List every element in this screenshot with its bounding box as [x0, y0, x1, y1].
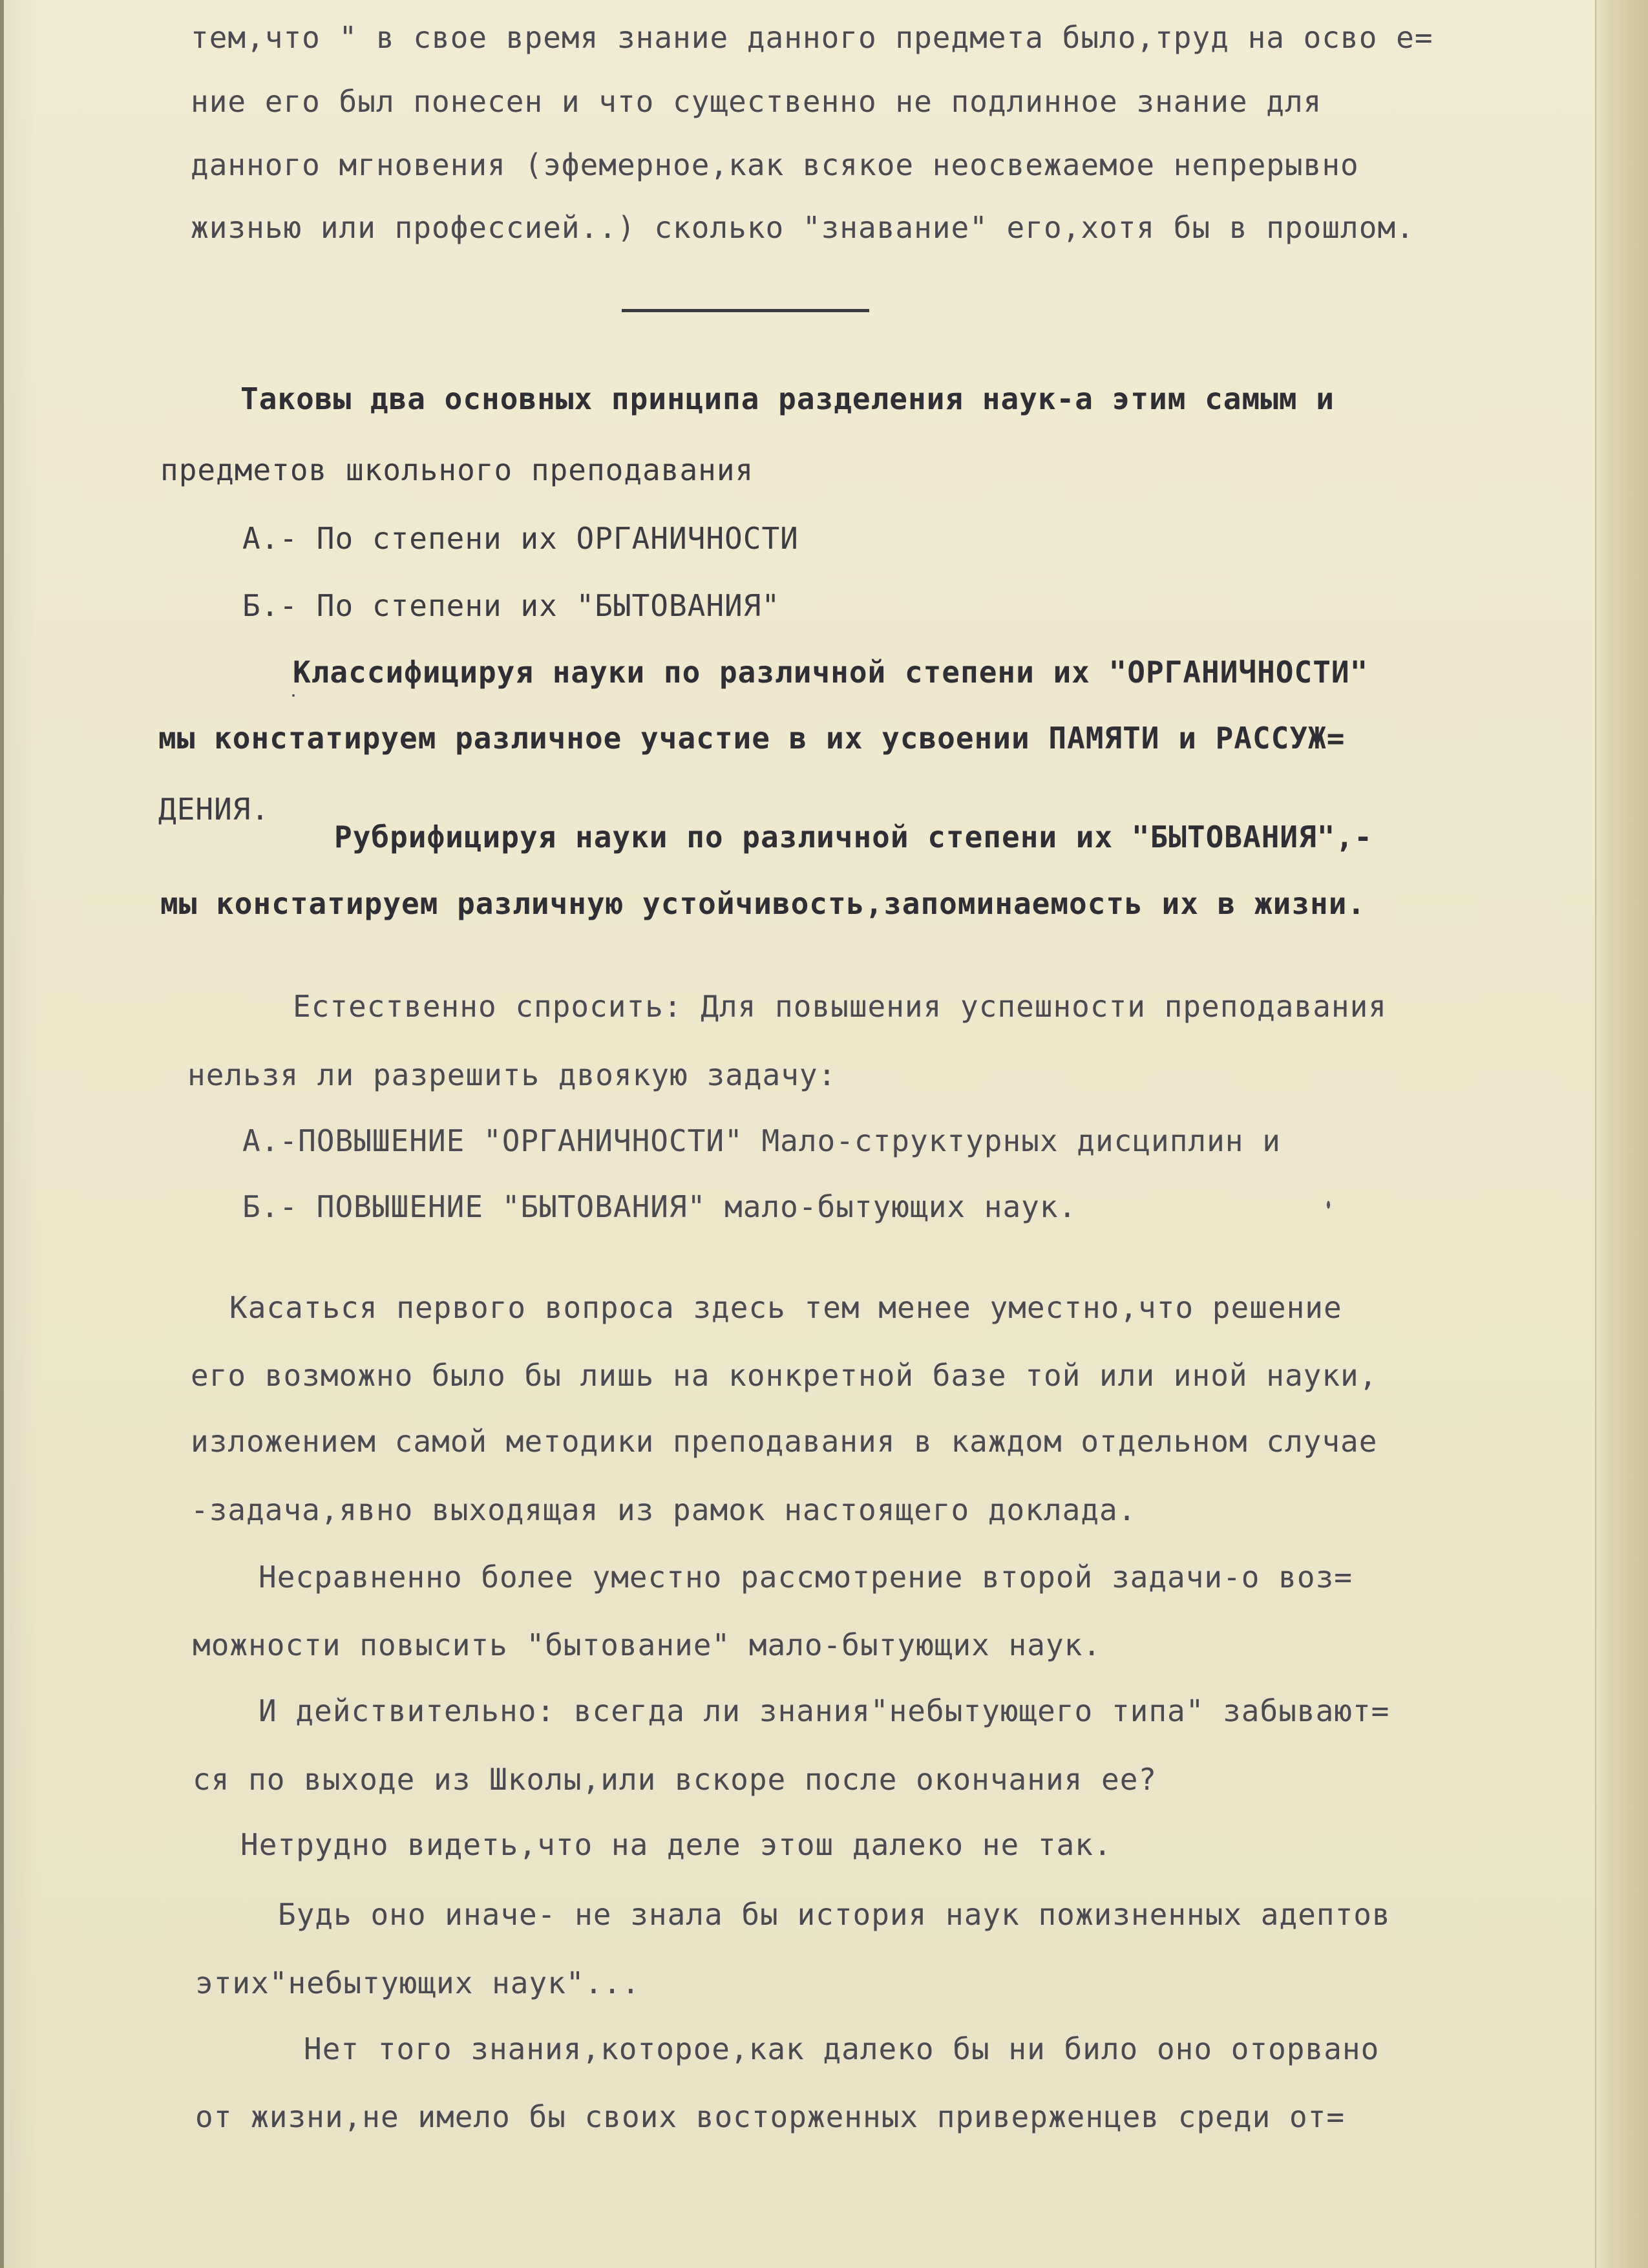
list-item: Б.- По степени их "БЫТОВАНИЯ" — [242, 588, 781, 623]
text-line: ся по выходе из Школы,или вскоре после окончания ее? — [193, 1762, 1157, 1797]
text-line: можности повысить "бытование" мало-бытующих наук. — [193, 1627, 1102, 1662]
page-right-edge — [1596, 0, 1648, 2268]
text-line: нельзя ли разрешить двоякую задачу: — [187, 1057, 837, 1092]
text-line: ние его был понесен и что существенно не подлинное знание для — [191, 84, 1322, 119]
text-line: Рубрифицируя науки по различной степени их "БЫТОВАНИЯ",- — [334, 820, 1373, 854]
text-line: Нетрудно видеть,что на деле этош далеко не так. — [240, 1827, 1112, 1862]
ink-speck — [292, 694, 295, 697]
text-line: данного мгновения (эфемерное,как всякое неосвежаемое непрерывно — [191, 147, 1359, 182]
text-line: И действительно: всегда ли знания"небытующего типа" забывают= — [259, 1693, 1390, 1728]
section-divider — [622, 309, 869, 312]
text-line: жизнью или профессией..) сколько "знавание" его,хотя бы в прошлом. — [191, 210, 1415, 245]
text-line: Касаться первого вопроса здесь тем менее уместно,что решение — [229, 1290, 1342, 1325]
text-line: предметов школьного преподавания — [160, 452, 754, 487]
text-line: Классифицируя науки по различной степени их "ОРГАНИЧНОСТИ" — [293, 655, 1369, 690]
text-line: от жизни,не имело бы своих восторженных приверженцев среди от= — [195, 2099, 1346, 2134]
text-line: ДЕНИЯ. — [158, 792, 270, 827]
list-item: А.-ПОВЫШЕНИЕ "ОРГАНИЧНОСТИ" Мало-структурных дисциплин и — [242, 1123, 1281, 1158]
page-left-shadow — [0, 0, 4, 2268]
text-line: Естественно спросить: Для повышения успешности преподавания — [293, 989, 1387, 1024]
text-line: Таковы два основных принципа разделения наук-а этим самым и — [240, 381, 1335, 416]
text-line: Будь оно иначе- не знала бы история наук пожизненных адептов — [278, 1897, 1391, 1932]
text-line: его возможно было бы лишь на конкретной базе той или иной науки, — [191, 1358, 1378, 1393]
text-line: Нет того знания,которое,как далеко бы ни било оно оторвано — [304, 2031, 1380, 2066]
list-item: Б.- ПОВЫШЕНИЕ "БЫТОВАНИЯ" мало-бытующих наук. — [242, 1189, 1077, 1224]
text-line: мы констатируем различную устойчивость,запоминаемость их в жизни. — [160, 886, 1366, 921]
text-line: -задача,явно выходящая из рамок настоящего доклада. — [191, 1492, 1137, 1527]
text-line: изложением самой методики преподавания в каждом отдельном случае — [191, 1424, 1378, 1459]
text-line: этих"небытующих наук"... — [195, 1966, 640, 2000]
list-item: А.- По степени их ОРГАНИЧНОСТИ — [242, 521, 799, 556]
ink-speck — [1327, 1201, 1330, 1209]
text-line: тем,что " в свое время знание данного предмета было,труд на осво е= — [191, 20, 1433, 55]
text-line: мы констатируем различное участие в их усвоении ПАМЯТИ и РАССУЖ= — [158, 721, 1346, 756]
text-line: Несравненно более уместно рассмотрение второй задачи-о воз= — [259, 1560, 1353, 1595]
